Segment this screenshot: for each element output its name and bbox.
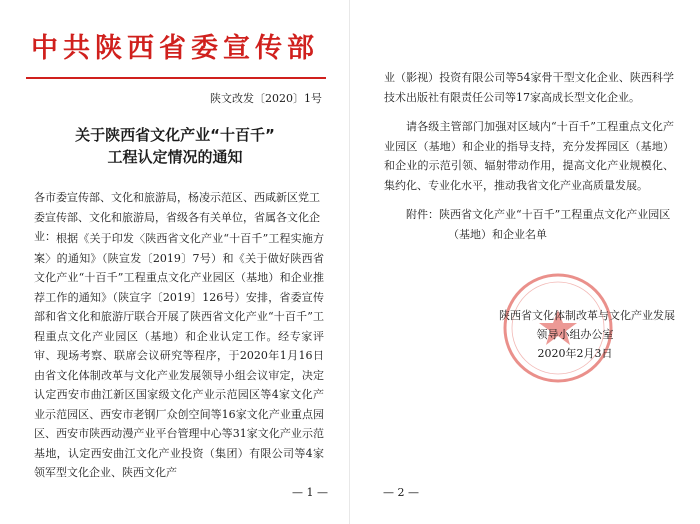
attachment-continuation: （基地）和企业名单 bbox=[448, 227, 547, 241]
org-header: 中共陕西省委宣传部 bbox=[31, 33, 319, 64]
page-number-2: — 2 — bbox=[383, 486, 419, 499]
document-number: 陕文改发〔2020〕1号 bbox=[210, 92, 322, 105]
body-page-2 bbox=[384, 68, 674, 195]
signature-org-line-2: 领导小组办公室 bbox=[536, 328, 614, 341]
attachment-note bbox=[384, 205, 674, 244]
red-separator-line bbox=[26, 77, 326, 79]
salutation: 各市委宣传部、文化和旅游局，杨凌示范区、西咸新区党工委宣传部、文化和旅游局，省级各有关单位，省属各文化企业： bbox=[34, 191, 320, 243]
title-line-2: 工程认定情况的通知 bbox=[107, 148, 243, 166]
signature-org-line-1: 陕西省文化体制改革与文化产业发展 bbox=[499, 309, 675, 322]
body-paragraph-2: 请各级主管部门加强对区域内“十百千”工程重点文化产业园区（基地）和企业的指导支持，充分发挥园区（基地）和企业的示范引领、辐射带动作用，提高文化产业规模化、集约化、专业化水平，推动我省文化产业高质量发展。 bbox=[384, 120, 674, 192]
title-line-1: 关于陕西省文化产业“十百千” bbox=[75, 126, 275, 144]
body-paragraph-1: 根据《关于印发〈陕西省文化产业“十百千”工程实施方案〉的通知》（陕宣发〔2019〕7号）和《关于做好陕西省文化产业“十百千”工程重点文化产业园区（基地）和企业推荐工作的通知》（陕宣字〔2019〕126号）安排，省委宣传部和省文化和旅游厅联合开展了陕西省文化产业“十百千”工程重点文化产业园区（基地）和企业认定工作。经专家评审、现场考察、联席会议研究等程序，于2020年1月16日由省文化体制改革与文化产业发展领导小组会议审定，决定认定西安市曲江新区国家级文化产业示范园区等4家文化产业示范园区、西安市老钢厂众创空间等16家文化产业重点园区、西安市陕西动漫产业平台管理中心等31家文化产业示范基地，认定西安曲江文化产业投资（集团）有限公司等4家领军型文化企业、陕西文化产 bbox=[34, 232, 324, 479]
signature-date: 2020年2月3日 bbox=[537, 347, 613, 360]
page-number-1: — 1 — bbox=[292, 486, 328, 499]
body-continuation: 业（影视）投资有限公司等54家骨干型文化企业、陕西科学技术出版社有限责任公司等17家高成长型文化企业。 bbox=[384, 71, 674, 104]
attachment-label: 附件：陕西省文化产业“十百千”工程重点文化产业园区 bbox=[406, 208, 671, 221]
